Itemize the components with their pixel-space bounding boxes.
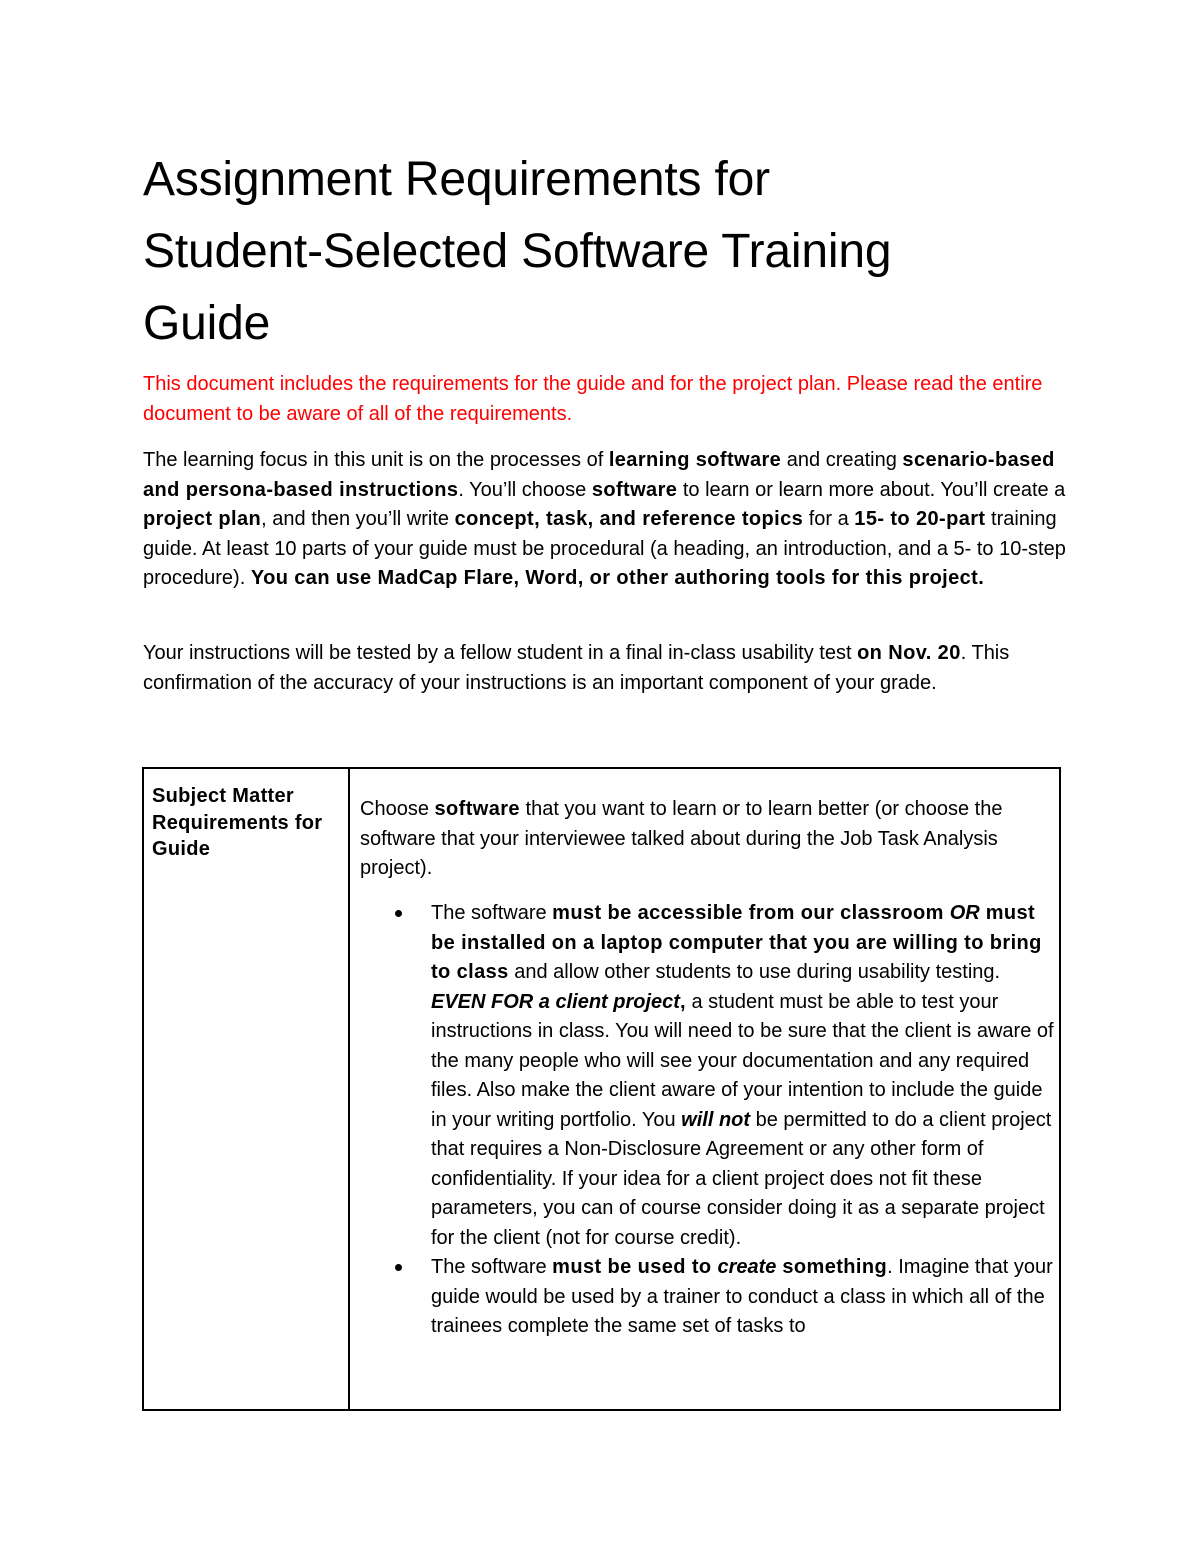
text-run: . This confirmation of the accuracy of your instructions is an important component of your grade. <box>143 642 1010 694</box>
bold-run: must be used to <box>552 1256 718 1278</box>
bullet-icon <box>395 910 402 917</box>
text-run: for a <box>803 508 855 530</box>
bold-run: on Nov. 20 <box>857 642 961 664</box>
list-item <box>350 899 1060 1253</box>
title-line-1: Assignment Requirements for <box>143 153 770 206</box>
bold-run: software <box>434 798 520 820</box>
text-run: and allow other students to use during usability testing. <box>508 961 1001 983</box>
bold-run: must be installed on a laptop computer that you are willing to bring to class <box>431 902 1042 983</box>
text-run: be permitted to do a client project that requires a Non-Disclosure Agreement or any other form of confidentiality. If your idea for a client project does not fit these parameters, you can of course consider doing it as a separate project for the client (not for course credit). <box>431 1108 1052 1249</box>
text-run: Your instructions will be tested by a fellow student in a final in-class usability test <box>143 642 858 664</box>
bold-run: , <box>679 990 686 1013</box>
bold-italic-run: OR <box>949 902 980 924</box>
bold-run: software <box>591 478 678 501</box>
bold-run: project plan <box>143 508 262 530</box>
text-run: , and then you’ll write <box>261 508 455 530</box>
requirements-list <box>350 899 1060 1342</box>
text-run: The software <box>431 902 553 924</box>
text-run: that you want to learn or to learn better (or choose the software that your interviewee talked about during the Job Task Analysis project). <box>360 798 1003 879</box>
table-label-cell <box>144 769 350 1409</box>
text-run: a student must be able to test your instructions in class. You will need to be sure that the client is aware of the many people who will see your documentation and any required files. Also make the client aware of your intention to include the guide in your writing portfolio. You <box>431 990 1054 1131</box>
text-run: Choose <box>360 798 435 820</box>
bold-run: must be accessible from our classroom <box>552 902 950 924</box>
bold-italic-run: will not <box>681 1108 751 1131</box>
text-run: The learning focus in this unit is on the processes of <box>143 449 609 471</box>
bold-run: scenario-based and persona-based instructions <box>143 449 1055 501</box>
text-run: The software <box>431 1256 553 1278</box>
text-run: to learn or learn more about. You’ll create a <box>677 478 1066 501</box>
requirements-table <box>142 767 1061 1411</box>
list-item <box>350 1253 1060 1342</box>
choose-software-paragraph <box>360 795 1040 884</box>
learning-focus-paragraph <box>143 446 1073 594</box>
text-run: . Imagine that your guide would be used by a trainer to conduct a class in which all of the trainees complete the same set of tasks to <box>431 1256 1053 1337</box>
table-content-cell <box>350 769 1059 1409</box>
bold-run: concept, task, and reference topics <box>454 508 804 530</box>
bold-run: something <box>776 1256 888 1278</box>
title-line-3: Guide <box>143 297 271 350</box>
title-line-2: Student-Selected Software Training <box>143 225 892 278</box>
bold-run: learning software <box>608 449 782 471</box>
bullet-icon <box>395 1264 402 1271</box>
bold-run: You can use MadCap Flare, Word, or other authoring tools for this project. <box>250 567 985 589</box>
bullet-text <box>431 1253 1060 1342</box>
bullet-text-continued <box>431 988 1060 1254</box>
bold-italic-run: create <box>717 1256 777 1278</box>
text-run: training guide. At least 10 parts of your guide must be procedural (a heading, an introduction, and a 5- to 10-step procedure). <box>143 508 1066 589</box>
text-run: . You’ll choose <box>458 478 592 501</box>
table-label: Subject Matter Requirements for Guide <box>152 785 323 860</box>
bold-run: 15- to 20-part <box>854 508 986 530</box>
bold-italic-run: EVEN FOR a client project <box>431 990 680 1013</box>
red-notice: This document includes the requirements for the guide and for the project plan. Please read the entire document to be aware of all of the requirements. <box>143 373 1043 425</box>
bullet-text <box>431 899 1060 988</box>
usability-test-paragraph <box>143 639 1073 698</box>
text-run: and creating <box>781 449 903 471</box>
document-title <box>143 144 1083 360</box>
